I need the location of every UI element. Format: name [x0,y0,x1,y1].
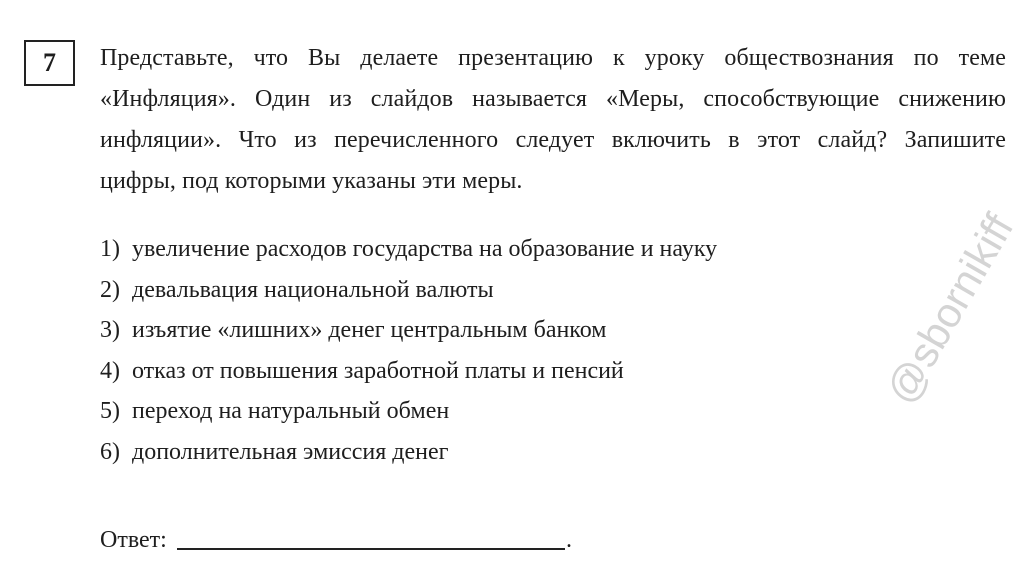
option-text: девальвация национальной валюты [132,276,494,303]
option-text: отказ от повышения заработной платы и пенсий [132,357,624,384]
option-number: 5) [100,398,120,424]
option-1 [100,229,717,270]
option-4 [100,351,717,392]
task-number-box: 7 [24,40,75,86]
question-line-4: цифры, под которыми указаны эти меры. [100,168,523,194]
option-text: переход на натуральный обмен [132,398,450,424]
option-number: 1) [100,236,120,262]
answer-label: Ответ: [100,527,167,553]
answer-period: . [566,527,572,553]
options-list [100,229,717,472]
option-3 [100,310,717,351]
option-number: 2) [100,276,120,303]
option-text: увеличение расходов государства на образование и науку [132,236,718,262]
question-line-3: инфляции». Что из перечисленного следует включить в этот слайд? Запишите [100,127,1006,153]
option-2 [100,270,717,311]
option-number: 4) [100,357,120,384]
option-number: 3) [100,317,120,343]
question-line-2: «Инфляция». Один из слайдов называется «Меры, способствующие снижению [100,86,1006,112]
option-5 [100,391,717,432]
option-6 [100,432,717,473]
option-text: дополнительная эмиссия денег [132,438,449,465]
question-line-1: Представьте, что Вы делаете презентацию к уроку обществознания по теме [100,45,1006,71]
question-text [100,38,1006,202]
watermark: @sbornikiff [876,206,1023,412]
answer-field-line[interactable] [177,548,565,550]
option-number: 6) [100,438,120,465]
option-text: изъятие «лишних» денег центральным банком [132,317,607,343]
